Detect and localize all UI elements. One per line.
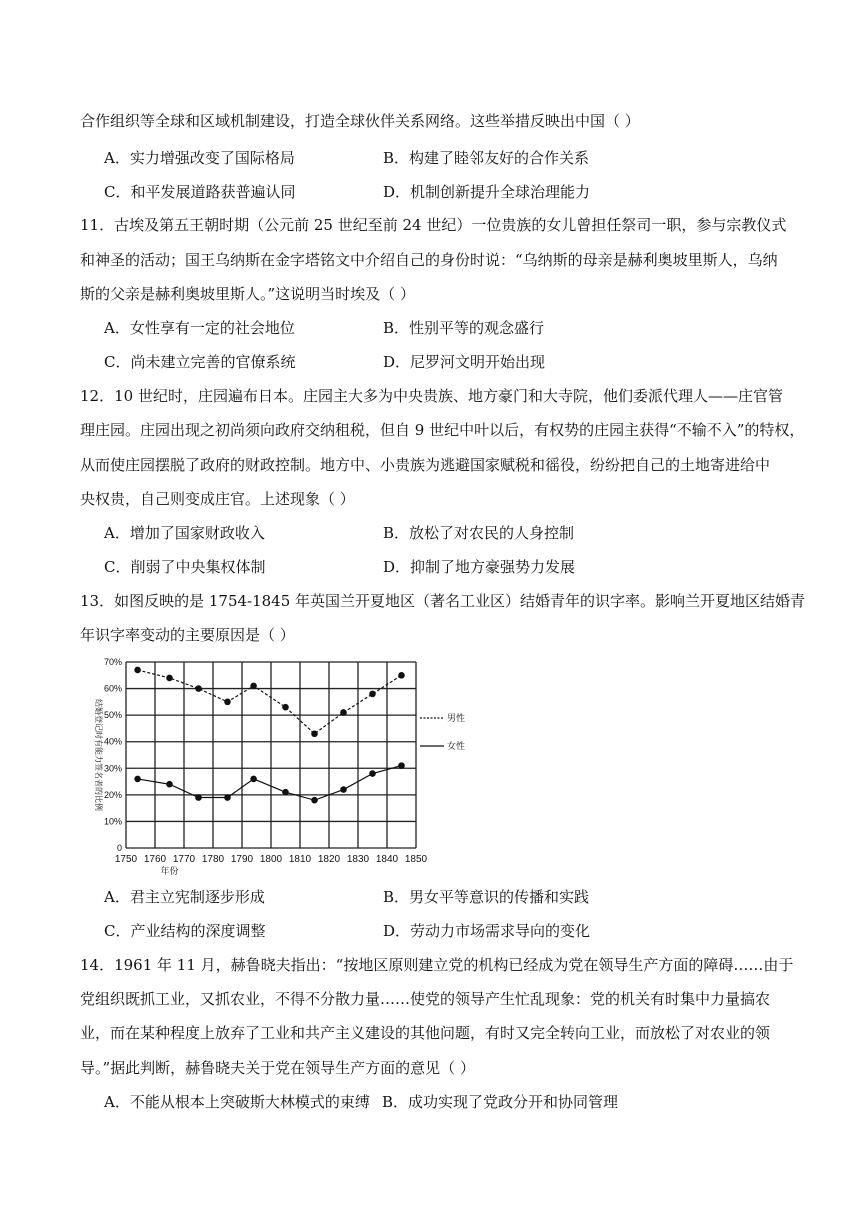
q12-stem-line: 理庄园。庄园出现之初尚须向政府交纳租税，但自 9 世纪中叶以后，有权势的庄园主获得“不输不入”的特权， xyxy=(80,421,805,439)
q11-option-b[interactable]: B．性别平等的观念盛行 xyxy=(383,319,545,337)
q11-stem-line: 和神圣的活动；国王乌纳斯在金字塔铭文中介绍自己的身份时说：“乌纳斯的母亲是赫利奥坡里斯人，乌纳 xyxy=(80,251,778,269)
x-tick-label: 1770 xyxy=(172,854,196,865)
y-tick-label: 60% xyxy=(103,683,122,694)
q14-option-a[interactable]: A．不能从根本上突破斯大林模式的束缚 xyxy=(104,1093,370,1111)
x-tick-label: 1760 xyxy=(143,854,167,865)
q12-option-c[interactable]: C．削弱了中央集权体制 xyxy=(104,558,266,576)
x-tick-label: 1810 xyxy=(288,854,312,865)
y-tick-label: 40% xyxy=(103,736,122,747)
data-point xyxy=(282,789,289,796)
q12-stem-line: 央权贵，自己则变成庄官。上述现象（ ） xyxy=(80,490,355,508)
q10-option-b[interactable]: B．构建了睦邻友好的合作关系 xyxy=(383,149,590,167)
q10-option-d[interactable]: D．机制创新提升全球治理能力 xyxy=(383,183,591,201)
data-point xyxy=(282,704,289,711)
q13-stem-line: 年识字率变动的主要原因是（ ） xyxy=(80,626,295,644)
y-tick-label: 20% xyxy=(103,789,122,800)
data-point xyxy=(195,685,202,692)
x-tick-label: 1820 xyxy=(317,854,341,865)
q13-option-b[interactable]: B．男女平等意识的传播和实践 xyxy=(383,888,590,906)
y-tick-label: 50% xyxy=(103,710,122,721)
q10-stem: 合作组织等全球和区域机制建设，打造全球伙伴关系网络。这些举措反映出中国（ ） xyxy=(80,112,640,130)
data-point xyxy=(311,730,318,737)
q12-option-b[interactable]: B．放松了对农民的人身控制 xyxy=(383,524,575,542)
x-axis-label: 年份 xyxy=(160,866,179,876)
q14-stem-line: 党组织既抓工业，又抓农业，不得不分散力量……使党的领导产生忙乱现象：党的机关有时集中力量搞农 xyxy=(80,990,771,1008)
data-point xyxy=(166,675,173,682)
q14-stem-line: 14．1961 年 11 月，赫鲁晓夫指出：“按地区原则建立党的机构已经成为党在领导生产方面的障碍……由于 xyxy=(80,956,794,974)
y-tick-label: 10% xyxy=(103,816,122,827)
legend-label: 女性 xyxy=(447,741,466,751)
data-point xyxy=(224,699,231,706)
data-point xyxy=(250,683,257,690)
y-tick-label: 30% xyxy=(103,763,122,774)
x-tick-label: 1830 xyxy=(346,854,370,865)
x-tick-label: 1840 xyxy=(375,854,399,865)
data-point xyxy=(340,786,347,793)
q12-stem-line: 12．10 世纪时，庄园遍布日本。庄园主大多为中央贵族、地方豪门和大寺院，他们委派代理人——庄官管 xyxy=(80,387,783,405)
x-tick-label: 1800 xyxy=(259,854,283,865)
data-point xyxy=(398,762,405,769)
literacy-chart-svg xyxy=(84,650,484,880)
data-point xyxy=(311,797,318,804)
y-axis-label: 结婚登记时有能力签名者的比例 xyxy=(94,699,103,811)
data-point xyxy=(369,691,376,698)
q12-option-a[interactable]: A．增加了国家财政收入 xyxy=(104,524,265,542)
x-tick-label: 1780 xyxy=(201,854,225,865)
q14-stem-line: 导。”据此判断，赫鲁晓夫关于党在领导生产方面的意见（ ） xyxy=(80,1059,475,1077)
data-point xyxy=(166,781,173,788)
data-point xyxy=(250,776,257,783)
q12-stem-line: 从而使庄园摆脱了政府的财政控制。地方中、小贵族为逃避国家赋税和徭役，纷纷把自己的土地寄进给中 xyxy=(80,456,771,474)
q13-option-a[interactable]: A．君主立宪制逐步形成 xyxy=(104,888,265,906)
data-point xyxy=(195,794,202,801)
q10-option-a[interactable]: A．实力增强改变了国际格局 xyxy=(104,149,295,167)
legend-label: 男性 xyxy=(447,713,466,723)
q11-option-d[interactable]: D．尼罗河文明开始出现 xyxy=(383,353,546,371)
series-line-male xyxy=(138,670,402,734)
x-tick-label: 1850 xyxy=(404,854,428,865)
data-point xyxy=(398,672,405,679)
q13-stem-line: 13．如图反映的是 1754-1845 年英国兰开夏地区（著名工业区）结婚青年的识字率。影响兰开夏地区结婚青 xyxy=(80,592,806,610)
q14-stem-line: 业，而在某种程度上放弃了工业和共产主义建设的其他问题，有时又完全转向工业，而放松了对农业的领 xyxy=(80,1024,771,1042)
q11-option-c[interactable]: C．尚未建立完善的官僚系统 xyxy=(104,353,296,371)
data-point xyxy=(134,667,141,674)
y-tick-label: 70% xyxy=(103,657,122,667)
q10-option-c[interactable]: C．和平发展道路获普遍认同 xyxy=(104,183,296,201)
q12-option-d[interactable]: D．抑制了地方豪强势力发展 xyxy=(383,558,576,576)
q14-option-b[interactable]: B．成功实现了党政分开和协同管理 xyxy=(382,1093,619,1111)
q11-option-a[interactable]: A．女性享有一定的社会地位 xyxy=(104,319,295,337)
data-point xyxy=(340,709,347,716)
data-point xyxy=(134,776,141,783)
q11-stem-line: 11．古埃及第五王朝时期（公元前 25 世纪至前 24 世纪）一位贵族的女儿曾担任祭司一职，参与宗教仪式 xyxy=(80,216,787,234)
q13-option-d[interactable]: D．劳动力市场需求导向的变化 xyxy=(383,922,591,940)
data-point xyxy=(369,770,376,777)
q13-option-c[interactable]: C．产业结构的深度调整 xyxy=(104,922,266,940)
y-tick-label: 0 xyxy=(116,843,122,853)
q11-stem-line: 斯的父亲是赫利奥坡里斯人。”这说明当时埃及（ ） xyxy=(80,285,415,303)
x-tick-label: 1790 xyxy=(230,854,254,865)
data-point xyxy=(224,794,231,801)
literacy-chart xyxy=(84,650,484,880)
x-tick-label: 1750 xyxy=(114,854,138,865)
